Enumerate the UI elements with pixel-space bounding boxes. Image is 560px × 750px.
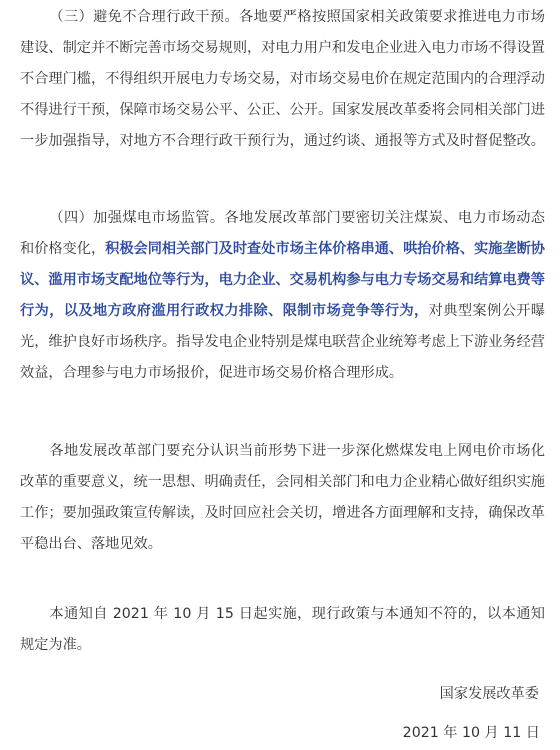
paragraph-avoid-administrative-intervention <box>20 2 545 157</box>
paragraph-text: （四）加强煤电市场监管。各地发展改革部门要密切关注煤炭、电力市场动态和价格变化， <box>20 210 545 257</box>
signature-organization: 国家发展改革委 <box>439 686 539 702</box>
signature-date: 2021 年 10 月 11 日 <box>402 725 540 741</box>
paragraph-text: （三）避免不合理行政干预。各地要严格按照国家相关政策要求推进电力市场建设、制定并不断完善市场交易规则，对电力用户和发电企业进入电力市场不得设置不合理门槛，不得组织开展电力专场交易，对市场交易电价在规定范围内的合理浮动不得进行干预，保障市场交易公平、公正、公开。国家发展改革委将会同相关部门进一步加强指导，对地方不合理行政干预行为，通过约谈、通报等方式及时督促整改。 <box>20 9 545 149</box>
paragraph-implementation-requirements <box>20 436 545 560</box>
paragraph-effective-date <box>20 599 545 661</box>
paragraph-market-supervision <box>20 203 545 389</box>
paragraph-text: 本通知自 2021 年 10 月 15 日起实施，现行政策与本通知不符的，以本通知规定为准。 <box>20 606 545 653</box>
paragraph-text: 对典型案例公开曝光，维护良好市场秩序。指导发电企业特别是煤电联营企业统筹考虑上下游业务经营效益，合理参与电力市场报价，促进市场交易价格合理形成。 <box>20 303 545 381</box>
paragraph-text: 各地发展改革部门要充分认识当前形势下进一步深化燃煤发电上网电价市场化改革的重要意义，统一思想、明确责任，会同相关部门和电力企业精心做好组织实施工作；要加强政策宣传解读，及时回应社会关切，增进各方面理解和支持，确保改革平稳出台、落地见效。 <box>20 443 545 552</box>
highlighted-text: 积极会同相关部门及时查处市场主体价格串通、哄抬价格、实施垄断协议、滥用市场支配地位等行为，电力企业、交易机构参与电力专场交易和结算电费等行为，以及地方政府滥用行政权力排除、限制市场竞争等行为， <box>20 241 545 319</box>
